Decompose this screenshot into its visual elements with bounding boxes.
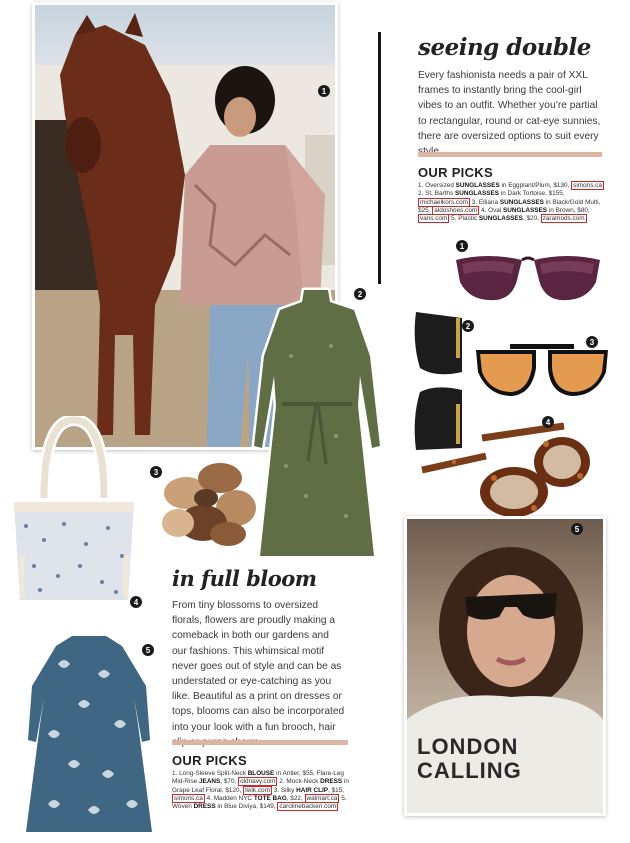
tote-bag-illustration <box>4 416 144 612</box>
pick-desc: , $22, <box>286 794 305 802</box>
pick-item: JEANS <box>199 778 221 786</box>
pick-number: 5. <box>341 794 347 802</box>
woman-sunglasses-photo <box>404 516 606 816</box>
pick-desc: , $20, <box>522 215 541 223</box>
item-number-badge: 5 <box>571 523 583 535</box>
pick-number: 2. <box>418 190 424 198</box>
pick-number: 4. <box>206 794 212 802</box>
pick-desc: St. Barths <box>425 190 455 198</box>
pick-item: DRESS <box>320 778 343 786</box>
blue-dress-illustration <box>18 624 160 838</box>
retailer-link[interactable]: walmart.ca <box>306 794 338 802</box>
pick-item: SUNGLASSES <box>478 215 523 223</box>
pick-desc: Long-Sleeve Split-Neck <box>179 770 248 777</box>
pick-number: 3. <box>273 786 280 794</box>
retailer-link[interactable]: simons.ca <box>174 794 203 802</box>
retailer-link[interactable]: oldnavy.com <box>240 778 276 786</box>
accent-bar <box>418 152 602 157</box>
retailer-link[interactable]: vans.com <box>420 215 448 223</box>
pick-desc: Oversized <box>425 182 456 189</box>
hair-clip-illustration <box>148 448 268 560</box>
pick-desc: in Blue Diviya, $149, <box>215 803 278 811</box>
in-full-bloom-body: From tiny blossoms to oversized florals, flowers are proudly making a comeback in both our gardens and our fashions. This whimsical motif never goes out of style and can be as understated or eye-catching as you like. Beautiful as a print on dresses or tops, blooms can also be incorporated into your look with a fun brooch, hair <box>172 600 345 733</box>
hair-clip-photo <box>148 448 268 560</box>
pick-desc: Plastic <box>458 215 479 223</box>
section-heading-in-full-bloom: in full bloom <box>172 566 317 591</box>
pick-item: HAIR CLIP <box>296 786 329 794</box>
pick-number: 2. <box>279 778 285 786</box>
item-number-badge: 3 <box>150 466 162 478</box>
pick-item: SUNGLASSES <box>503 206 548 214</box>
item-number-badge: 1 <box>456 240 468 252</box>
pick-number: 5. <box>451 215 457 223</box>
retailer-link[interactable]: simons.ca <box>573 182 602 189</box>
sunglasses-3-photo <box>470 336 614 406</box>
pick-desc: Woven <box>172 803 194 811</box>
pick-item: SUNGLASSES <box>499 198 544 206</box>
pick-number: 1. <box>172 770 178 777</box>
pick-desc: in Black/Gold Multi, $25, <box>418 198 601 214</box>
accent-bar <box>172 740 348 745</box>
pick-desc: Silky <box>280 786 297 794</box>
pick-item: DRESS <box>193 803 216 811</box>
pick-number: 4. <box>480 206 487 214</box>
item-number-badge: 2 <box>354 288 366 300</box>
section-heading-seeing-double: seeing double <box>418 34 591 61</box>
item-number-badge: 2 <box>462 320 474 332</box>
tote-bag-photo <box>4 416 144 612</box>
blue-dress-photo <box>18 624 160 838</box>
pick-desc: in Dark Tortoise, $155, <box>499 190 565 198</box>
pick-desc: in Grape Leaf Floral, $120, <box>172 778 349 794</box>
item-number-badge: 5 <box>142 644 154 656</box>
picks-list-right <box>418 182 604 223</box>
tshirt-print: LONDON CALLING <box>417 734 522 783</box>
picks-list-left <box>172 770 350 811</box>
pick-desc: in Antler, $55, Flare-Leg Mid-Rise <box>172 770 344 786</box>
seeing-double-body: Every fashionista needs a pair of XXL frames to instantly bring the cool-girl vibes to an outfit. Whether you’re partial to rectangular, round or cat-eye sunnies, there are oversized options to suit every <box>418 70 601 142</box>
pick-desc: Mock-Neck <box>286 778 321 786</box>
pick-desc: Madden NYC <box>213 794 254 802</box>
sunglasses-1-photo <box>448 241 608 310</box>
pick-item: TOTE BAG <box>253 794 287 802</box>
retailer-link[interactable]: twik.com <box>245 786 270 794</box>
sunglasses-4-photo <box>414 416 596 522</box>
item-number-badge: 4 <box>130 596 142 608</box>
pick-item: SUNGLASSES <box>454 190 500 198</box>
pick-desc: Oval <box>488 206 504 214</box>
tortoise-sunglasses-illustration <box>414 416 596 522</box>
retailer-link[interactable]: carolinebacken.com <box>279 803 337 811</box>
pick-item: BLOUSE <box>247 770 275 777</box>
retailer-link[interactable]: zaramods.com <box>542 215 585 223</box>
item-number-badge: 3 <box>586 336 598 348</box>
our-picks-title-left: OUR PICKS <box>172 753 247 768</box>
pick-desc: in Eggplant/Plum, $130, <box>499 182 572 189</box>
retailer-link[interactable]: michaelkors.com <box>420 198 468 206</box>
pick-number: 3. <box>471 198 478 206</box>
pick-desc: in Brown, $80, <box>547 206 590 214</box>
column-divider <box>378 32 381 284</box>
pick-desc: , $70, <box>220 778 239 786</box>
pick-desc: , $15, <box>328 786 345 794</box>
plum-sunglasses-illustration <box>448 244 608 310</box>
item-number-badge: 1 <box>318 85 330 97</box>
item-number-badge: 4 <box>542 416 554 428</box>
pick-number: 1. <box>418 182 424 189</box>
pick-item: SUNGLASSES <box>455 182 500 189</box>
pick-desc: Elliana <box>478 198 500 206</box>
retailer-link[interactable]: aldoshoes.com <box>434 206 478 214</box>
our-picks-title-right: OUR PICKS <box>418 165 493 180</box>
